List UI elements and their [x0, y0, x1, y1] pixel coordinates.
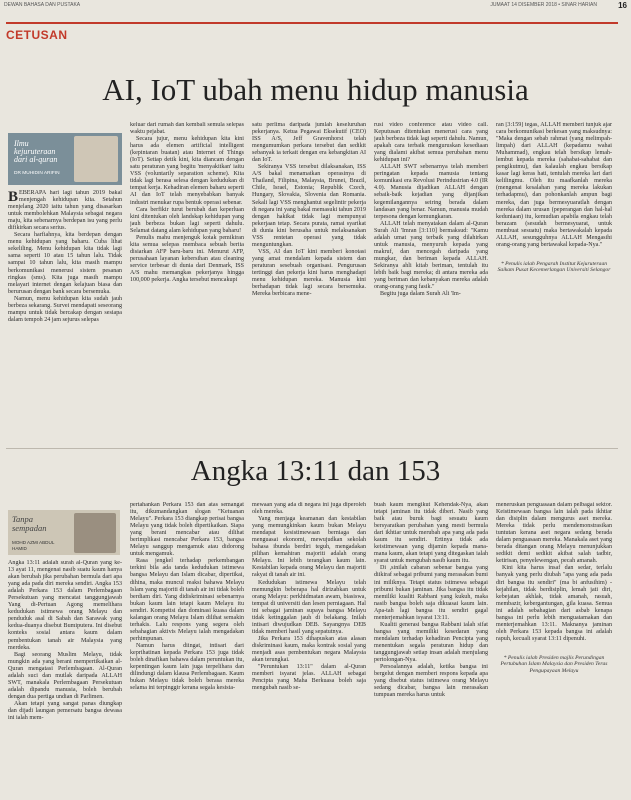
paragraph: Kedudukan istimewa Melayu telah memungkin beberapa hal dirizabkan untuk orang Melayu: perkhidmatan awam, biasiswa, tempat di universiti dan lesen perniagaan. Hal ini sebagai jaminan supaya bangsa Melayu tidak ketinggalan jauh di belakang. Inilah intisari diwujudkan DEB. Sayangnya DEB tidak memberi hasil yang sepatutnya. — [252, 579, 366, 635]
author-photo — [74, 513, 116, 553]
paragraph: mewaan yang ada di negara ini juga diperoleh oleh mereka. — [252, 502, 366, 516]
article2-author: MOHD AZMI ABDUL HAMID — [12, 540, 55, 551]
article2-headline: Angka 13:11 dan 153 — [190, 455, 441, 487]
author-bio: * Penulis ialah Pengarah Institut Kejuruteraan Saikam Pusat Kecemerlangan Universiti Selangor — [497, 260, 611, 274]
paragraph: Bagi seorang Muslim Melayu, tidak mungkin ada yang berani mempertikaikan al-Quran mengatasi Perlembagaan. Al-Quran adalah suci dan mutlak daripada ALLAH SWT, manakala Perlembagaan Persekutuan adalah dipandu manusia, boleh berubah dengan dua pertiga undian di Parlimen. — [8, 651, 122, 700]
article1-col4 — [374, 122, 488, 445]
article1-column-name: Ilmu kejuruteraan dari al-quran — [14, 139, 58, 164]
section-banner — [6, 22, 618, 40]
page-number: 16 — [618, 1, 627, 10]
article1-col5 — [496, 122, 612, 445]
article2-col2 — [130, 502, 244, 796]
publication-meta: DEWAN BAHASA DAN PUSTAKA — [4, 2, 81, 8]
paragraph: satu perlima daripada jumlah keseluruhan pekerjanya. Ketua Pegawai Eksekutif (CEO) ISS A/S, Jeff Gravenhorst telah mengumumkan perkara tersebut dan sedikit sebanyak ia terkait dengan era kebangkitan AI dan IoT. — [252, 122, 366, 164]
article1-col2 — [130, 122, 244, 445]
paragraph: Namun harus diingat, intisari dari keprihatinan kepada Perkara 153 juga tidak boleh dinafikan bahawa dalam peruntukan itu, kepentingan kaum lain juga terpelihara dan dilindungi dalam klausa Perlembagaan. Kaum bukan Melayu tidak boleh berasa mereka selama ini terpinggir kerana segala kesista- — [130, 642, 244, 692]
article1-author: DR MUHIDIN ARIFIN — [14, 171, 60, 176]
article2-column-box — [8, 510, 120, 555]
paragraph: Cara berfikir turut berubah dan keperluan kini ditentukan oleh landskap kehidupan yang jauh berbeza bukan lagi seperti dahulu. Selamat datang alam kehidupan yang baharu! — [130, 206, 244, 234]
divider — [6, 448, 618, 449]
paragraph: Kini kita harus insaf dan sedar, terlalu banyak yang perlu diubah "apa yang ada pada diri bangsa itu sendiri" (ma bi anfusihim) - kejahilan, tidak berdisiplin, lemah jati diri, kebejatan akhlak, tidak amanah, rasuah, membazir, kebergantungan, gila kuasa. Semua ini adalah sebahagian dari asbab kenapa bangsa ini perlu lebih menguatamakan dan menterjemahkan 13:11. Maknanya jaminan oleh Perkara 153 kepada bangsa ini adalah rapuh, kecuali syarat 13:11 dipenuhi. — [496, 565, 612, 642]
article2-col4 — [374, 502, 488, 796]
date-line: JUMAAT 14 DISEMBER 2018 • SINAR HARIAN — [490, 2, 597, 8]
paragraph: ALLAH SWT sebenarnya telah memberi peringatan kepada manusia tentang komunikasi era Revolusi Perindustrian 4.0 (IR 4.0). Manusia dijadikan ALLAH dengan sebaik-baik kejadian yang dijanjikan kegemilangannya seiring berada dalam landasan yang benar. Namun, manusia mudah terpesona dengan kemungkaran. — [374, 164, 488, 220]
paragraph: Rasa jengkel terhadap perkembangan terkini bila ada tanda kedudukan istimewa bangsa Melayu dan Islam dicabar, dipertikai, dihina, maka muncul reaksi bahawa Melayu Islam yang majoriti di tanah air ini tidak boleh berdiam diri. Yang didiskriminasi sebenarnya bukan kaum lain tetapi kaum Melayu itu sendiri. Kompetisi dan dominasi kuasa dalam kalangan orang Melayu Islam dilihat semakin terhakis. Lalu respons yang segera oleh sebahagian aktivis Melayu ialah mengadakan perhimpunan. — [130, 558, 244, 642]
page-header — [4, 2, 627, 12]
article2-col3 — [252, 502, 366, 796]
paragraph: Begitu juga dalam Surah Ali 'Im- — [380, 291, 461, 298]
paragraph: Angka 13:11 adalah surah al-Quran yang ke-13 ayat 11, mengenai nasib suatu kaum hanya akan berubah jika perubahan bermula dari apa yang ada pada diri mereka sendiri. Angka 153 adalah Perkara 153 dalam Perlembagaan Persekutuan yang mencatat tanggungjawab Yang di-Pertuan Agong memelihara kedudukan istimewa orang Melayu dan penduduk asal di Sabah dan Sarawak yang kedua-duanya disebut Bumiputera. Ini disebut konteks sosial antara kaum dalam pembentukan tanah air Malaysia yang merdeka. — [8, 560, 122, 651]
paragraph: Persoalannya adalah, ketika bangsa ini bergelut dengan memberi respons kepada apa yang disebut status istimewa orang Melayu sedang dicabar, bangsa lain merasakan tumpuan mereka harus untuk — [374, 664, 488, 699]
paragraph: rusi video conference atau video call. Keputusan ditentukan menerusi cara yang jauh berbeza tidak lagi seperti dahulu. Namun, apakah cara terbaik menguruskan kesediaan yang dialami akibat semua perubahan menu kehidupan ini? — [374, 122, 488, 164]
article1-headline: AI, IoT ubah menu hidup manusia — [102, 72, 529, 107]
paragraph: Secara harfiahnya, kita berdepan dengan menu kehidupan yang baharu. Cuba lihat sekeliling. Menu kehidupan kita tidak lagi sama seperti 10 atau 15 tahun lalu. Tidak sampai 10 tahun lalu, kita masih mampu berkomunikasi menerusi sistem pesanan ringkas (sms). Kita juga masih mampu melayari internet dengan kelajuan biasa dan berurusan dengan bank secara bersemuka. — [8, 232, 122, 295]
paragraph: Kualiti generasi bangsa Rabbani ialah sifat bangsa yang memiliki kesedaran yang mendalam terhadap kehadiran Pencipta yang menentukan segala peraturan hidup dan tanggungjawab setiap insan adalah menjulang pertolongan-Nya. — [374, 621, 488, 664]
paragraph: pertahankan Perkara 153 dan atas semangat itu, dikumandangkan slogan "Ketuanan Melayu". Perkara 153 diangkap perisai bangsa Melayu yang tidak boleh dipertikaikan. Siapa yang berani mencabar atau dilihat berimplikasi mencabar Perkara 153, bangsa Melayu sanggup mengamuk atau didorong untuk mengamuk. — [130, 502, 244, 558]
paragraph: ALLAH telah menyatakan dalam al-Quran Surah Ali 'Imran [3:110] bermaksud: "Kamu adalah umat yang terbaik yang dilahirkan untuk manusia, menyuruh kepada yang makruf, dan mencegah daripada yang mungkar, dan beriman kepada ALLAH. Sekiranya ahli kitab beriman, tentulah itu lebih baik bagi mereka; di antara mereka ada yang beriman dan kebanyakan mereka adalah orang-orang yang fasik." — [374, 220, 488, 291]
article1-column-box — [8, 133, 122, 185]
paragraph: BEBERAPA hari lagi tahun 2019 bakal menjengah kehidupan kita. Setahun menjelang 2020 iaitu tahun yang disasarkan untuk membolehkan Malaysia sebagai negara maju, kita sebenarnya berdepan isu yang perlu difikirkan secara serius. — [8, 190, 122, 232]
author-photo — [74, 136, 118, 182]
paragraph: buah kaum mengikut Kehendak-Nya, akan tetapi jaminan itu tidak diberi. Nasib yang baik atau buruk bagi sesuatu kaum bersyaratkan perubahan yang mesti bermula dari ikhtiar untuk merubah apa yang ada pada kaum itu sendiri. Ertinya tidak ada keistimewaan yang dijamin kepada mana-mana kaum, akan tetapi yang ditegaskan ialah syarat untuk mengubah nasib kaum itu. — [374, 502, 488, 565]
paragraph: Jika Perkara 153 dihapuskan atas alasan diskriminasi kaum, maka kontrak sosial yang menjadi asas pembentukan negara Malaysia akan terungkai. — [252, 635, 366, 664]
paragraph: Sekiranya VSS tersebut dilaksanakan, ISS A/S bakal menamatkan operasinya di Thailand, Filipina, Malaysia, Brunei, Brazil, Chile, Israel, Estonia; Republik Czech, Hungary, Slovakia, Slovenia dan Romania. Sekali lagi VSS menghantui segelintir pekerja di negara ini yang bakal memasuki tahun 2019 dengan hakikat tidak lagi mempunyai pekerjaan tetap. Secara purata, ramai syarikat di dunia kini berusaha untuk melaksanakan VSS rentetan operasi yang tidak menguntungkan. — [252, 164, 366, 248]
article2-column-name: Tanpa sempadan — [12, 514, 47, 533]
paragraph: Penulis mahu menjenguk kotak pemikiran kita semua selepas membaca sebuah berita disiarkan AFP baru-baru ini. Menurut AFP, perusahaan layanan kebersihan atau cleaning service terbesar di dunia dari Denmark, ISS A/S mahu memangkas pekerjanya hingga 100,000 pekerja. Angka tersebut mencakupi — [130, 234, 244, 284]
article1-col1 — [8, 190, 122, 445]
author-bio: * Penulis ialah Presiden majlis Perundingan Pertubuhan Islam Malaysia dan Presiden Teras Pengupayaan Melayu — [500, 654, 608, 674]
section-label: CETUSAN — [6, 28, 68, 42]
paragraph: Di ,sinilah cabaran sebenar bangsa yang diikiraf sebagai pribumi yang merasakan bumi ini miliknya. Tetapi status istimewa sebagai pribumi bukan jaminan. Jika bangsa itu tidak memiliki kualiti Rabbani yang kukuh, maka nasib bangsa boleh saja dikuasai kaum lain. Apa-tah lagi bangsa itu sendiri gagal menterjemahkan isyarat 13:11. — [374, 565, 488, 621]
paragraph: Secara jujur, menu kehidupan kita kini harus ada elemen artificial intelligent (kepintaran buatan) atau Internet of Things (IoT). Setiap detik kini, kita diancam dengan satu peraturan yang begitu 'menyakitkan' iaitu VSS (voluntarily separation scheme). Kita tidak lagi berasa selesa dengan kedudukan di tempat kerja. Kehadiran elemen baharu seperti AI dan IoT telah menyebabkan banyak industri menukar rupa bentuk operasi sebenar. — [130, 136, 244, 206]
paragraph: Akan tetapi yang sangat panas diungkap dan dijadi laungan pemersatu bangsa dewasa ini ialah mem- — [8, 700, 122, 722]
paragraph: VSS, AI dan IoT kini memberi konotasi yang amat mendalam kepada sistem dan peraturan sesebuah organisasi. Pengurusan tertinggi dan pekerja kini harus menghadapi menu kehidupan mereka. Manusia kini berhadapan tidak lagi secara bersemuka. Mereka berbicara mene- — [252, 248, 366, 298]
article2-col1 — [8, 560, 122, 796]
paragraph: Namun, menu kehidupan kita sudah jauh berbeza sekarang. Survei mendapati seseorang mampu untuk tidak bercakap dengan sesiapa dalam tempoh 24 jam sejurus selepas — [8, 295, 122, 323]
article1-col3 — [252, 122, 366, 445]
paragraph: Yang menjaga keamanan dan kestabilan yang memungkinkan kaum bukan Melayu mendapat kesistimewaan berniaga dan menguasai ekonomi, mewujudkan sekolah bahasa ibunda berdiri teguh, mengadakan pilihan kemahiran majoriti adalah orang Melayu. Ini lebih terangkan kaum lain. Kestabilan kepada orang Melayu dan majoriti rakyat di tanah air ini. — [252, 516, 366, 579]
paragraph: keluar dari rumah dan kembali semula selepas waktu pejabat. — [130, 122, 244, 136]
article2-col5 — [496, 502, 612, 796]
paragraph: ran [3:159] tegas, ALLAH memberi tunjuk ajar cara berkomunikasi berkesan yang maksudnya: "Maka dengan sebab rahmat (yang melimpah-limpah) dari ALLAH (kepadamu wahai Muhammad), engkau telah bersikap lemah-lembut kepada mereka (sahabat-sahabat dan pengikutmu), dan kalaulah engkau bersikap kasar lagi keras hati, tentulah mereka lari dari kelilingmu. Oleh itu maafkanlah mereka (mengenai kesalahan yang mereka lakukan terhadapmu), dan pohonkanlah ampun bagi mereka, dan juga bermesyuaratlah dengan mereka dalam urusan (peperangan dan hal-hal keduniaan) itu, kemudian apabila engkau telah berazam (sesudah bermesyuarat, untuk membuat sesuatu) maka bertawakalah kepada ALLAH, sesungguhnya ALLAH Mengasihi orang-orang yang bertawakal kepada-Nya." — [496, 122, 612, 248]
paragraph: "Peruntukan 13:11" dalam al-Quran memberi isyarat jelas. ALLAH sebagai Pencipta yang Maha Berkuasa boleh saja mengubah nasib se- — [252, 664, 366, 692]
paragraph: meneruskan penguasaan dalam pelbagai sektor. Keistimewaan bangsa lain ialah pada ikhtiar dan disiplin dalam mengurus aset mereka. Mereka tidak perlu mendemonstrasikan tuntutan kerana aset negara sedang berada dalam penguasaan mereka. Manakala aset yang berada ditangan orang Melayu menunjukkan sedikit demi sedikit akibat salah tadbir, ketirisan, penyelewengan, pecah amanah. — [496, 502, 612, 565]
